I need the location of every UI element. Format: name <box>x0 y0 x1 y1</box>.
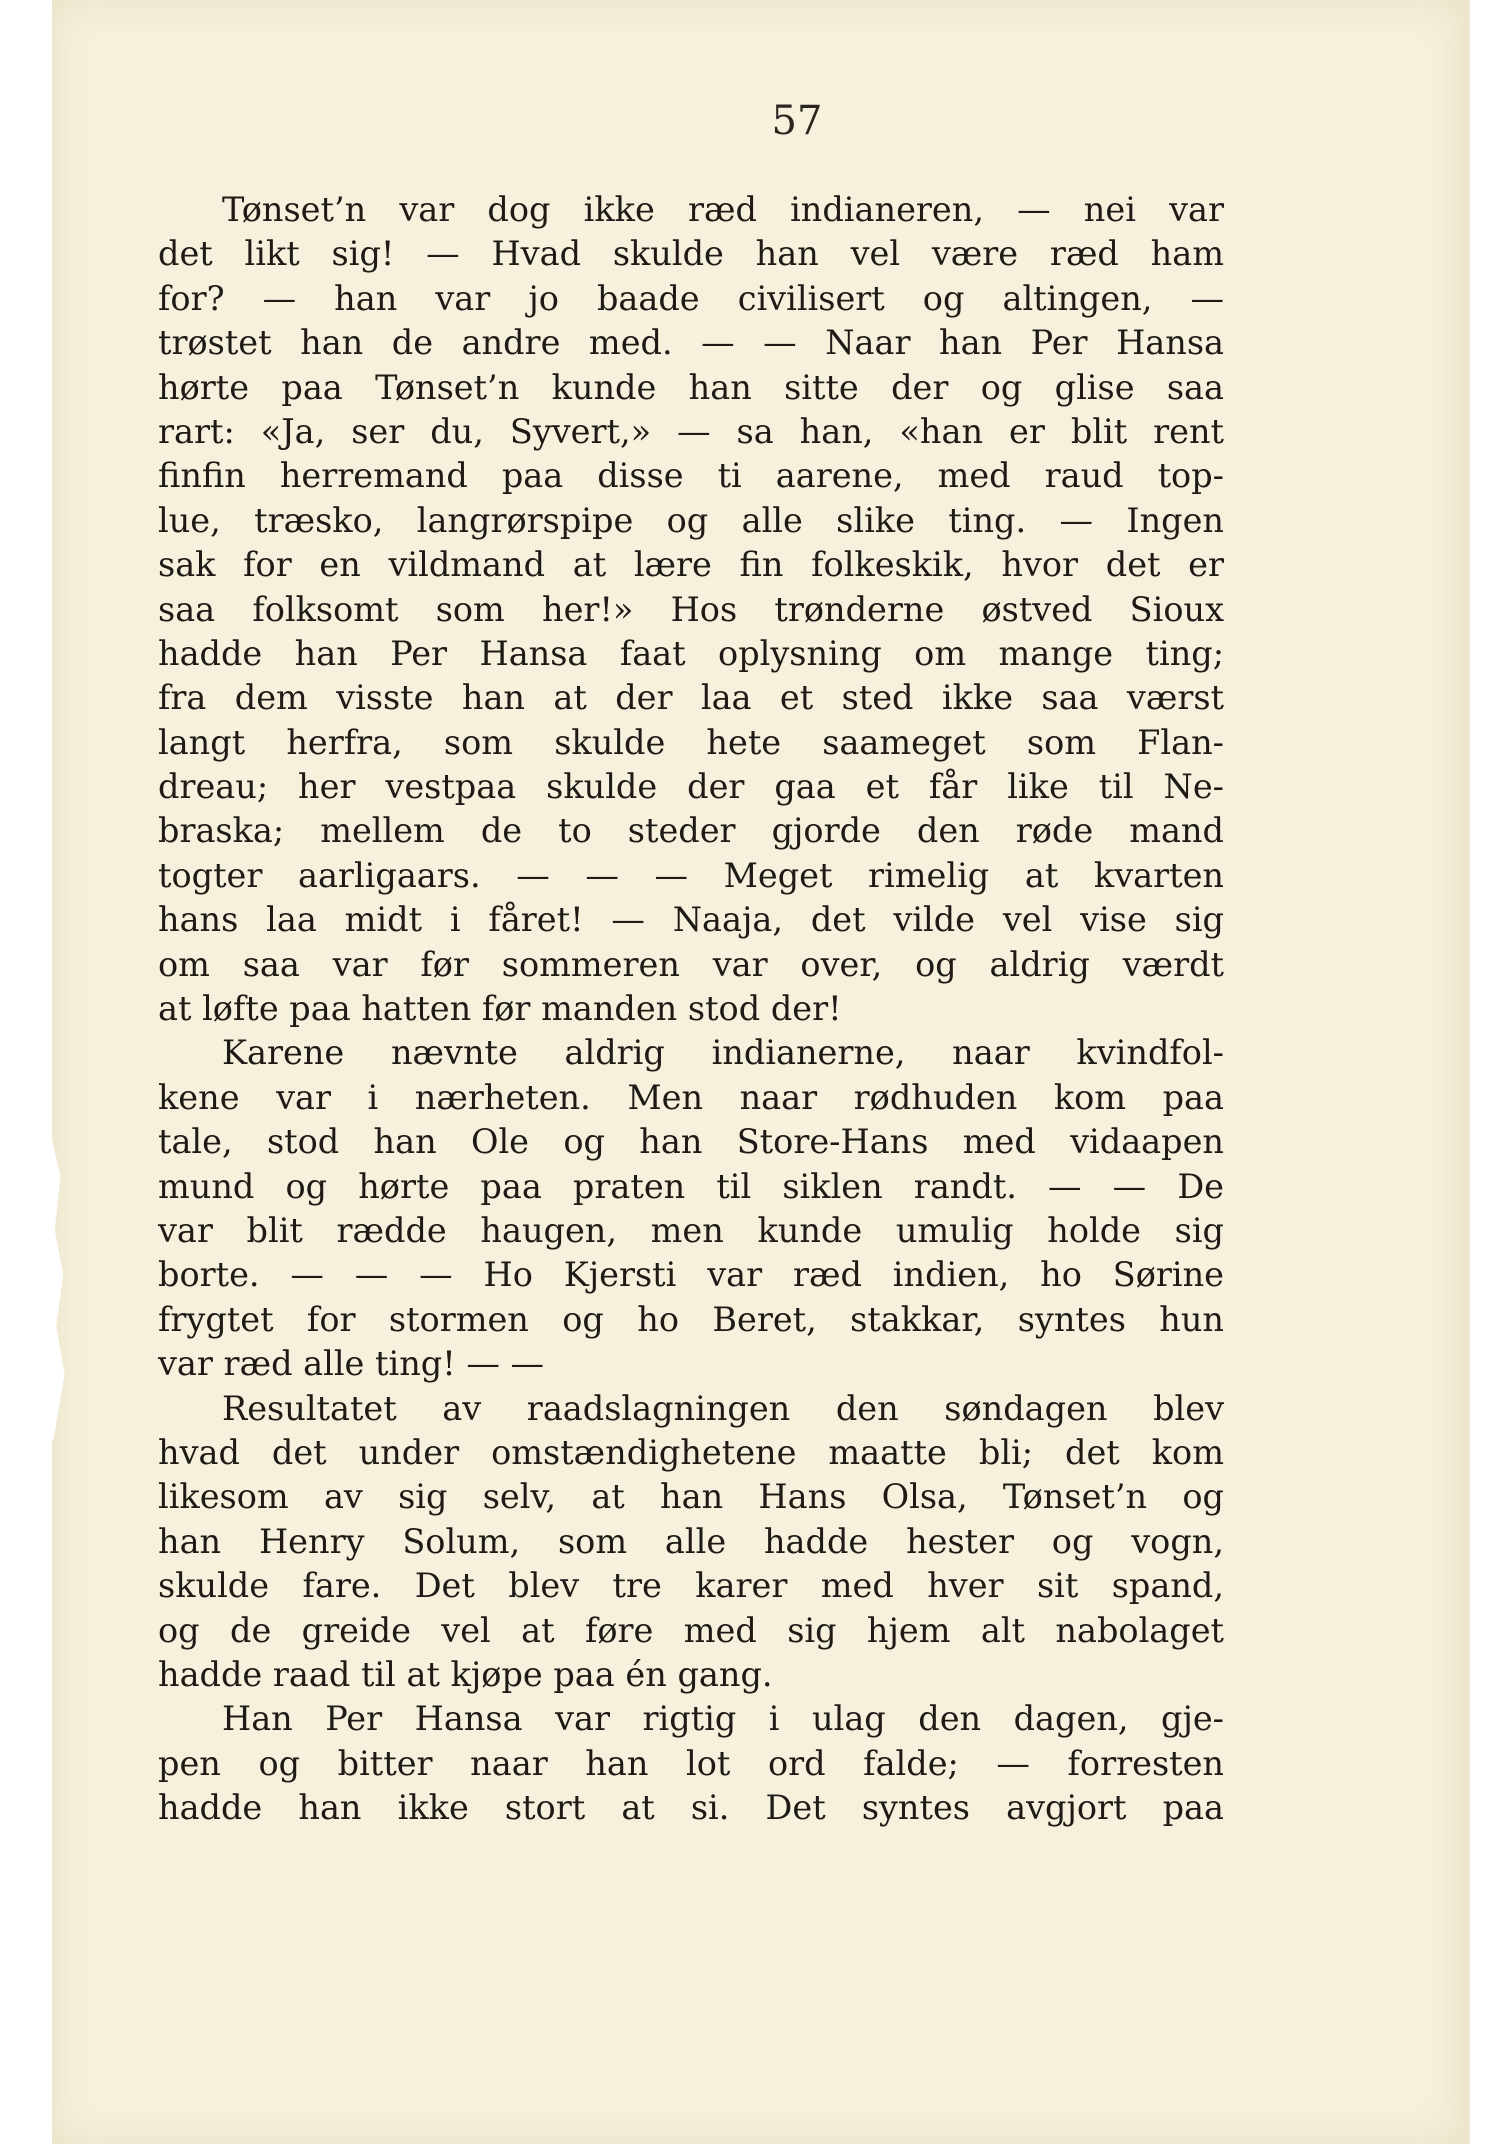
text-line: og de greide vel at føre med sig hjem alt nabolaget <box>158 1610 1224 1650</box>
text-line: hadde raad til at kjøpe paa én gang. <box>158 1654 773 1694</box>
text-line: Tønset’n var dog ikke ræd indianeren, — nei var <box>222 190 1224 229</box>
text-line: hadde han ikke stort at si. Det syntes avgjort paa <box>158 1788 1224 1828</box>
text-line: dreau; her vestpaa skulde der gaa et får like til Ne- <box>158 767 1224 807</box>
text-line: likesom av sig selv, at han Hans Olsa, Tønset’n og <box>158 1477 1224 1517</box>
page-edge <box>1462 0 1470 2144</box>
text-line: langt herfra, som skulde hete saameget som Flan- <box>158 722 1224 762</box>
body-text <box>158 188 1224 1830</box>
text-line: hans laa midt i fåret! — Naaja, det vilde vel vise sig <box>158 900 1224 940</box>
text-line: hadde han Per Hansa faat oplysning om mange ting; <box>158 633 1224 673</box>
page-number: 57 <box>771 98 823 144</box>
text-line: braska; mellem de to steder gjorde den røde mand <box>158 811 1224 851</box>
text-line: kene var i nærheten. Men naar rødhuden kom paa <box>158 1077 1224 1117</box>
text-line: frygtet for stormen og ho Beret, stakkar, syntes hun <box>158 1299 1224 1339</box>
text-line: borte. — — — Ho Kjersti var ræd indien, ho Sørine <box>158 1255 1224 1295</box>
text-line: finfin herremand paa disse ti aarene, med raud top- <box>158 456 1224 496</box>
text-line: Resultatet av raadslagningen den søndagen blev <box>222 1388 1224 1428</box>
text-line: han Henry Solum, som alle hadde hester og vogn, <box>158 1521 1224 1561</box>
text-line: det likt sig! — Hvad skulde han vel være ræd ham <box>158 234 1224 274</box>
text-line: hørte paa Tønset’n kunde han sitte der og glise saa <box>158 367 1224 407</box>
text-line: hvad det under omstændighetene maatte bli; det kom <box>158 1432 1224 1472</box>
text-line: tale, stod han Ole og han Store-Hans med vidaapen <box>158 1122 1224 1162</box>
text-line: om saa var før sommeren var over, og aldrig værdt <box>158 944 1224 984</box>
text-line: lue, træsko, langrørspipe og alle slike ting. — Ingen <box>158 500 1224 540</box>
text-line: Han Per Hansa var rigtig i ulag den dagen, gje- <box>222 1699 1224 1739</box>
text-line: fra dem visste han at der laa et sted ikke saa værst <box>158 678 1224 718</box>
text-line: sak for en vildmand at lære fin folkeskik, hvor det er <box>158 545 1224 585</box>
text-line: saa folksomt som her!» Hos trønderne østved Sioux <box>158 589 1224 629</box>
text-line: skulde fare. Det blev tre karer med hver sit spand, <box>158 1566 1224 1606</box>
text-line: var ræd alle ting! — — <box>158 1344 544 1384</box>
text-line: trøstet han de andre med. — — Naar han Per Hansa <box>158 323 1224 363</box>
text-line: rart: «Ja, ser du, Syvert,» — sa han, «han er blit rent <box>158 411 1224 451</box>
text-line: for? — han var jo baade civilisert og altingen, — <box>158 278 1224 318</box>
text-line: var blit rædde haugen, men kunde umulig holde sig <box>158 1210 1224 1250</box>
text-line: Karene nævnte aldrig indianerne, naar kvindfol- <box>222 1033 1224 1073</box>
text-line: pen og bitter naar han lot ord falde; — forresten <box>158 1743 1224 1783</box>
text-line: at løfte paa hatten før manden stod der! <box>158 989 842 1029</box>
text-line: mund og hørte paa praten til siklen randt. — — De <box>158 1166 1224 1206</box>
text-line: togter aarligaars. — — — Meget rimelig at kvarten <box>158 855 1224 895</box>
